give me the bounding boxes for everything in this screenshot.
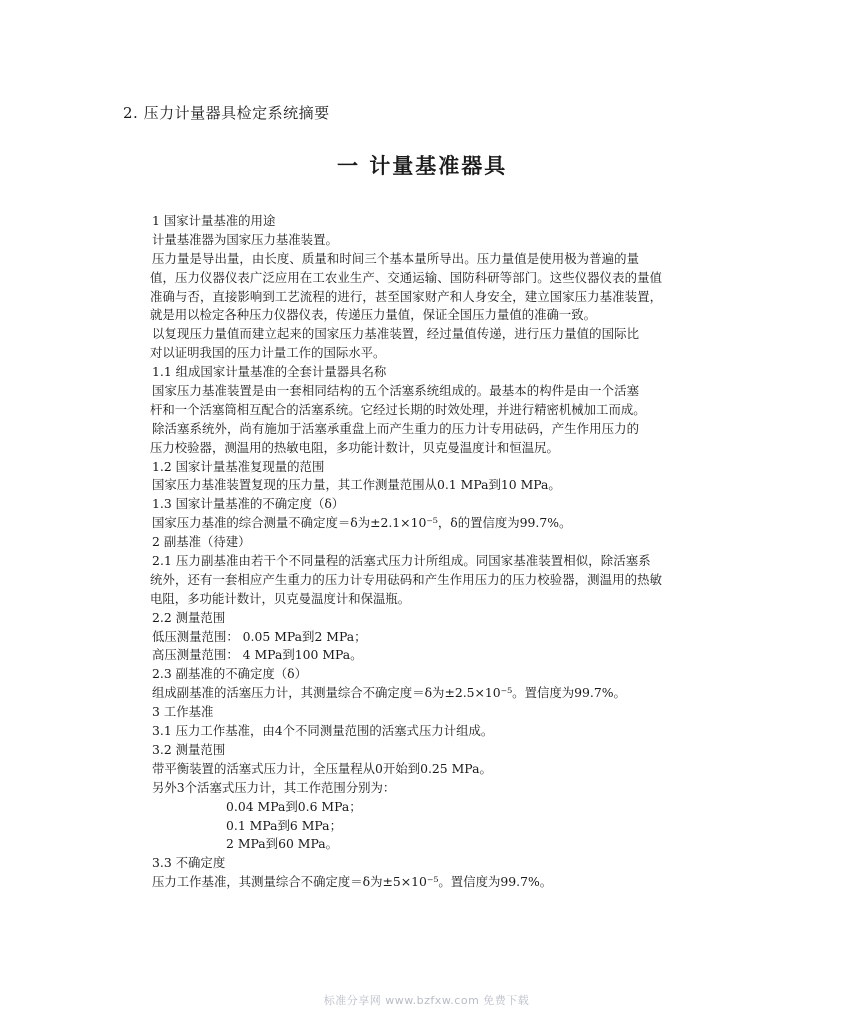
paragraph-line: 带平衡装置的活塞式压力计，全压量程从0开始到0.25 MPa。 [152, 760, 492, 776]
body-text [152, 212, 712, 892]
section-heading: 1 国家计量基准的用途 [152, 213, 276, 228]
paragraph-line: 就是用以检定各种压力仪器仪表，传递压力量值，保证全国压力量值的准确一致。 [150, 307, 597, 323]
paragraph-line: 另外3个活塞式压力计，其工作范围分别为： [152, 779, 396, 795]
paragraph-line: 压力工作基准，其测量综合不确定度＝δ为±5×10⁻⁵。置信度为99.7%。 [152, 874, 553, 890]
section-heading: 2.2 测量范围 [152, 609, 226, 625]
paragraph-line: 杆和一个活塞筒相互配合的活塞系统。它经过长期的时效处理，并进行精密机械加工而成。 [150, 401, 646, 417]
paragraph-line: 组成副基准的活塞压力计，其测量综合不确定度＝δ为±2.5×10⁻⁵。置信度为99.7%。 [152, 685, 626, 701]
section-heading: 2 副基准（待建） [152, 534, 251, 550]
paragraph-line: 国家压力基准的综合测量不确定度＝δ为±2.1×10⁻⁵，δ的置信度为99.7%。 [152, 515, 572, 531]
range-list-item: 0.04 MPa到0.6 MPa； [226, 798, 362, 814]
paragraph-line: 准确与否，直接影响到工艺流程的进行，甚至国家财产和人身安全，建立国家压力基准装置， [150, 288, 663, 304]
paragraph-line: 除活塞系统外，尚有施加于活塞承重盘上而产生重力的压力计专用砝码，产生作用压力的 [152, 420, 640, 436]
paragraph-line: 以复现压力量值而建立起来的国家压力基准装置，经过量值传递，进行压力量值的国际比 [152, 326, 640, 342]
paragraph-line: 压力校验器，测温用的热敏电阻，多功能计数计，贝克曼温度计和恒温尻。 [150, 439, 559, 455]
section-heading: 3.3 不确定度 [152, 855, 226, 871]
paragraph-line: 高压测量范围： 4 MPa到100 MPa。 [152, 647, 363, 663]
section-heading: 3 工作基准 [152, 704, 214, 720]
range-list-item: 2 MPa到60 MPa。 [226, 836, 339, 852]
paragraph-line: 低压测量范围： 0.05 MPa到2 MPa； [152, 628, 367, 644]
paragraph-line: 3.1 压力工作基准，由4个不同测量范围的活塞式压力计组成。 [152, 723, 494, 739]
chapter-title: 一 计量基准器具 [337, 153, 508, 178]
section-heading: 1.2 国家计量基准复现量的范围 [152, 458, 325, 474]
section-heading: 2.3 副基准的不确定度（δ） [152, 666, 308, 682]
paragraph-line: 统外，还有一套相应产生重力的压力计专用砝码和产生作用压力的压力校验器，测温用的热敏 [150, 571, 663, 587]
paragraph-line: 计量基准器为国家压力基准装置。 [152, 231, 338, 247]
paragraph-line: 2.1 压力副基准由若干个不同量程的活塞式压力计所组成。同国家基准装置相似，除活塞系 [152, 553, 651, 569]
paragraph-line: 电阻，多功能计数计，贝克曼温度计和保温瓶。 [150, 590, 411, 606]
paragraph-line: 国家压力基准装置复现的压力量，其工作测量范围从0.1 MPa到10 MPa。 [152, 477, 561, 493]
section-heading: 3.2 测量范围 [152, 741, 226, 757]
footer-watermark: 标准分享网 www.bzfxw.com 免费下载 [323, 994, 530, 1007]
document-heading: 2. 压力计量器具检定系统摘要 [123, 104, 330, 122]
paragraph-line: 对以证明我国的压力计量工作的国际水平。 [150, 345, 386, 361]
paragraph-line: 值，压力仪器仪表广泛应用在工农业生产、交通运输、国防科研等部门。这些仪器仪表的量值 [150, 269, 663, 285]
paragraph-line: 国家压力基准装置是由一套相同结构的五个活塞系统组成的。最基本的构件是由一个活塞 [152, 383, 640, 399]
range-list-item: 0.1 MPa到6 MPa； [226, 817, 342, 833]
section-heading: 1.3 国家计量基准的不确定度（δ） [152, 496, 345, 512]
paragraph-line: 压力量是导出量，由长度、质量和时间三个基本量所导出。压力量值是使用极为普遍的量 [152, 250, 640, 266]
section-heading: 1.1 组成国家计量基准的全套计量器具名称 [152, 364, 387, 380]
